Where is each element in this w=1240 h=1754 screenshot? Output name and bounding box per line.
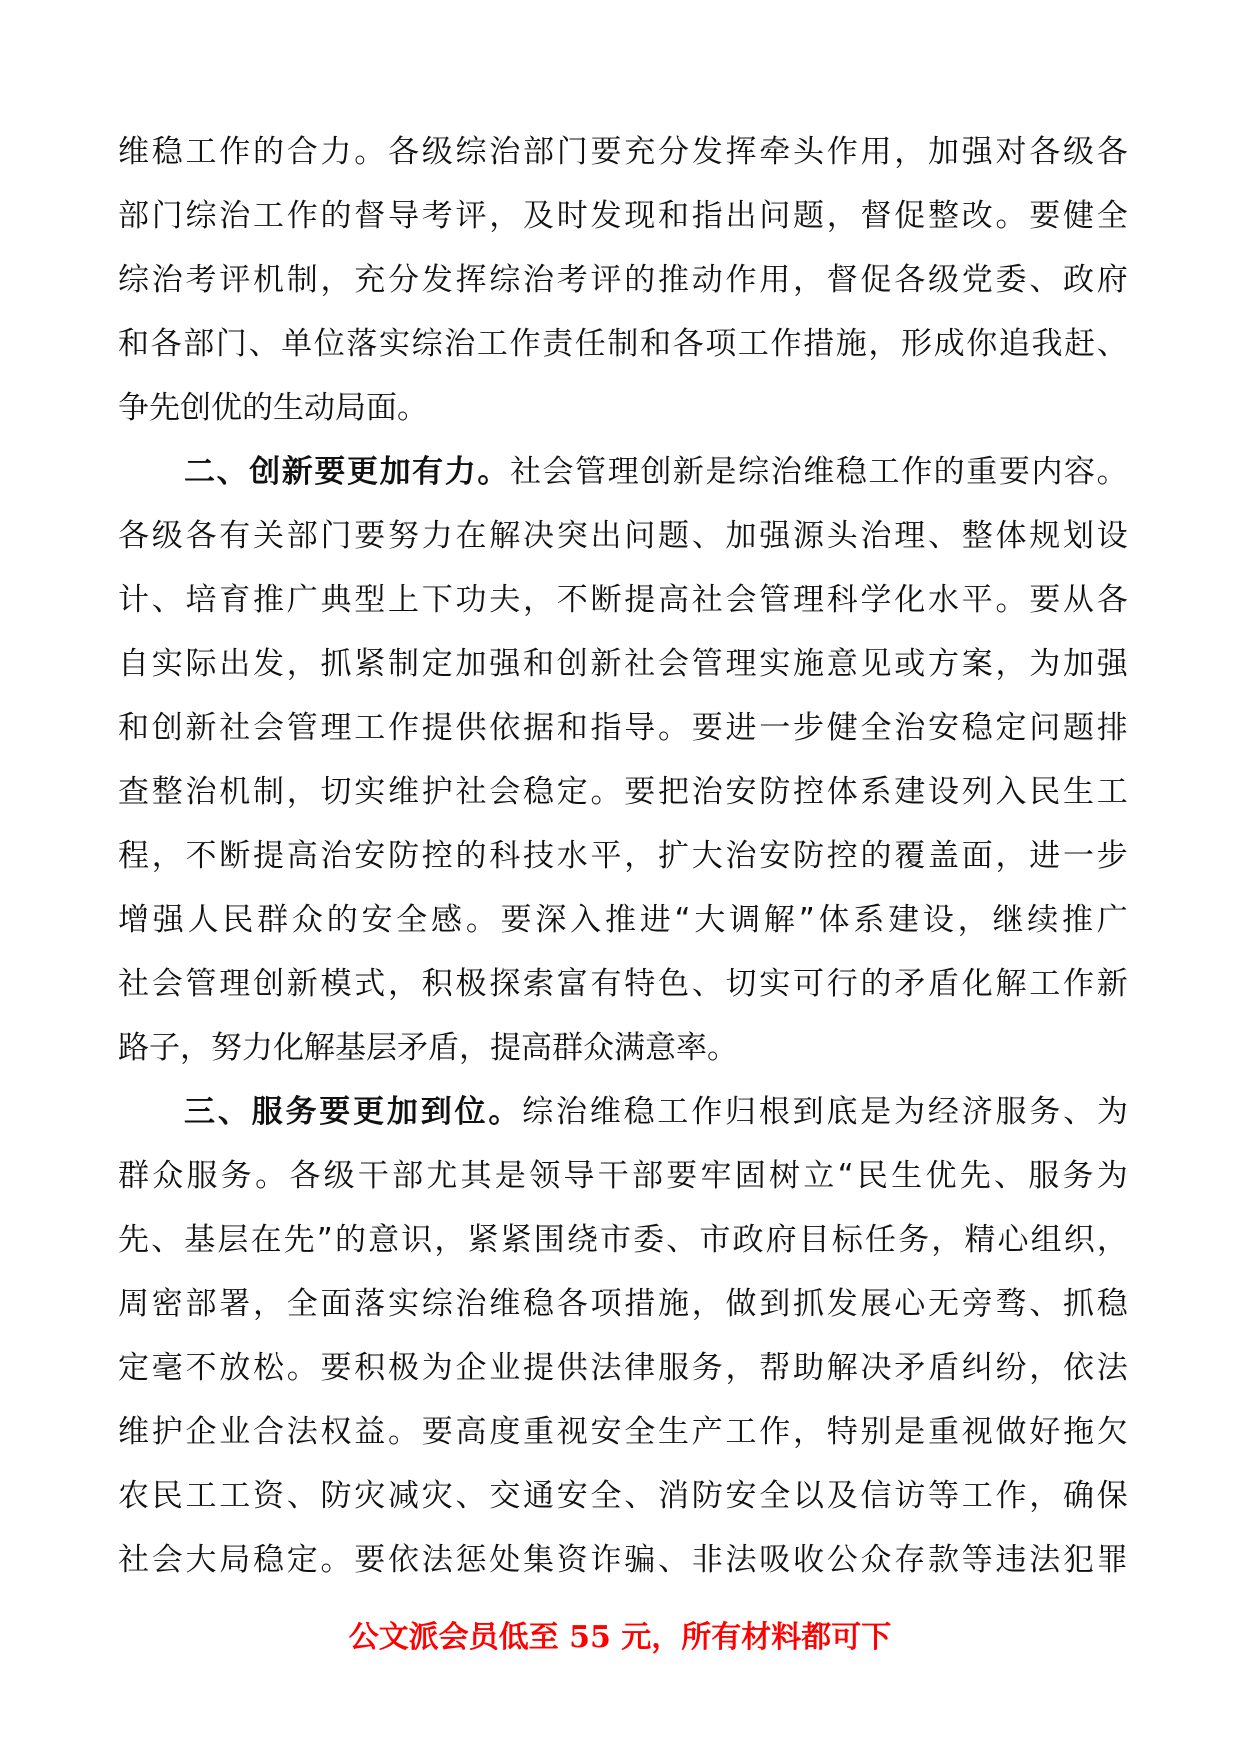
text-line: 维 稳 工 作 的 合 力 。 各 级 综 治 部 门 要 充 分 发 挥 牵 头 作 用 ， 加 强 对 各 级 各	[118, 134, 1128, 170]
text-line: 社 会 大 局 稳 定 。 要 依 法 惩 处 集 资 诈 骗 、 非 法 吸 收 公 众 存 款 等 违 法 犯 罪	[118, 1542, 1128, 1578]
text-line: 争 先 创 优 的 生 动 局 面 。	[118, 390, 428, 426]
text-line: 部 门 综 治 工 作 的 督 导 考 评 ， 及 时 发 现 和 指 出 问 题 ， 督 促 整 改 。 要 健 全	[118, 198, 1128, 234]
text-line: 程 ， 不 断 提 高 治 安 防 控 的 科 技 水 平 ， 扩 大 治 安 防 控 的 覆 盖 面 ， 进 一 步	[118, 838, 1128, 874]
text-line: 计 、 培 育 推 广 典 型 上 下 功 夫 ， 不 断 提 高 社 会 管 理 科 学 化 水 平 。 要 从 各	[118, 582, 1128, 618]
promo-footer[interactable]: 公文派会员低至 55 元，所有材料都可下	[348, 1620, 892, 1655]
text-line: 三 、 服 务 要 更 加 到 位 。 综 治 维 稳 工 作 归 根 到 底 是 为 经 济 服 务 、 为	[184, 1094, 1128, 1130]
text-line: 维 护 企 业 合 法 权 益 。 要 高 度 重 视 安 全 生 产 工 作 ， 特 别 是 重 视 做 好 拖 欠	[118, 1414, 1128, 1450]
text-line: 路 子 ， 努 力 化 解 基 层 矛 盾 ， 提 高 群 众 满 意 率 。	[118, 1030, 738, 1066]
text-line: 周 密 部 署 ， 全 面 落 实 综 治 维 稳 各 项 措 施 ， 做 到 抓 发 展 心 无 旁 骛 、 抓 稳	[118, 1286, 1128, 1322]
text-line: 先 、 基 层 在 先 ” 的 意 识 ， 紧 紧 围 绕 市 委 、 市 政 府 目 标 任 务 ， 精 心 组 织 ，	[118, 1222, 1128, 1258]
document-body	[118, 120, 1128, 1592]
text-line: 群 众 服 务 。 各 级 干 部 尤 其 是 领 导 干 部 要 牢 固 树 立 “ 民 生 优 先 、 服 务 为	[118, 1158, 1128, 1194]
text-line: 和 创 新 社 会 管 理 工 作 提 供 依 据 和 指 导 。 要 进 一 步 健 全 治 安 稳 定 问 题 排	[118, 710, 1128, 746]
text-line: 增 强 人 民 群 众 的 安 全 感 。 要 深 入 推 进 “ 大 调 解 ” 体 系 建 设 ， 继 续 推 广	[118, 902, 1128, 938]
text-line: 定 毫 不 放 松 。 要 积 极 为 企 业 提 供 法 律 服 务 ， 帮 助 解 决 矛 盾 纠 纷 ， 依 法	[118, 1350, 1128, 1386]
text-line: 社 会 管 理 创 新 模 式 ， 积 极 探 索 富 有 特 色 、 切 实 可 行 的 矛 盾 化 解 工 作 新	[118, 966, 1128, 1002]
text-line: 自 实 际 出 发 ， 抓 紧 制 定 加 强 和 创 新 社 会 管 理 实 施 意 见 或 方 案 ， 为 加 强	[118, 646, 1128, 682]
text-line: 各 级 各 有 关 部 门 要 努 力 在 解 决 突 出 问 题 、 加 强 源 头 治 理 、 整 体 规 划 设	[118, 518, 1128, 554]
text-line: 综 治 考 评 机 制 ， 充 分 发 挥 综 治 考 评 的 推 动 作 用 ， 督 促 各 级 党 委 、 政 府	[118, 262, 1128, 298]
text-line: 农 民 工 工 资 、 防 灾 减 灾 、 交 通 安 全 、 消 防 安 全 以 及 信 访 等 工 作 ， 确 保	[118, 1478, 1128, 1514]
text-line: 查 整 治 机 制 ， 切 实 维 护 社 会 稳 定 。 要 把 治 安 防 控 体 系 建 设 列 入 民 生 工	[118, 774, 1128, 810]
text-line: 二 、 创 新 要 更 加 有 力 。 社 会 管 理 创 新 是 综 治 维 稳 工 作 的 重 要 内 容 。	[184, 454, 1128, 490]
text-line: 和 各 部 门 、 单 位 落 实 综 治 工 作 责 任 制 和 各 项 工 作 措 施 ， 形 成 你 追 我 赶 、	[118, 326, 1128, 362]
